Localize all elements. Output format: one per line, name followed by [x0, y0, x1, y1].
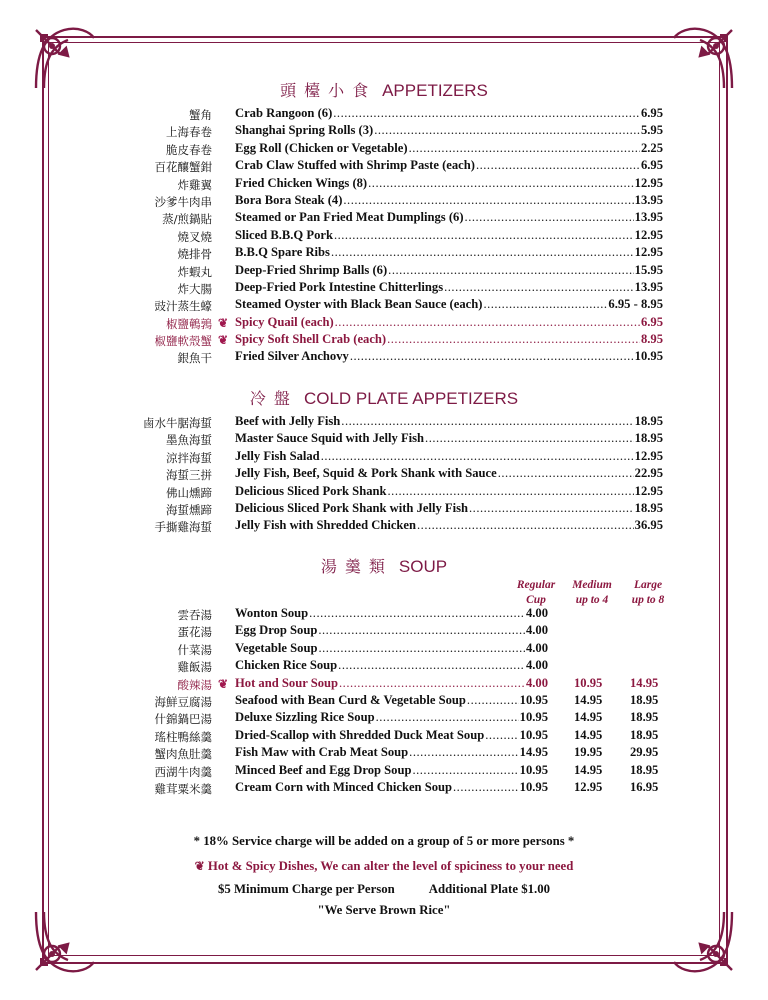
- dot-leader: [465, 210, 634, 225]
- menu-item-chinese-name: 佛山燻蹄: [166, 485, 212, 500]
- menu-item-chinese-name: 豉汁蒸生蠔: [154, 299, 212, 314]
- menu-item-chinese-name: 涼拌海蜇: [166, 450, 212, 465]
- menu-item-name: Jelly Fish with Shredded Chicken: [235, 518, 417, 533]
- menu-item-price: 10.95: [634, 349, 663, 364]
- menu-item-price: 10.95: [519, 710, 548, 725]
- menu-item-price: 13.95: [634, 279, 663, 294]
- menu-item: [0, 431, 768, 448]
- menu-item-chinese-name: 雞茸粟米羹: [154, 781, 212, 796]
- menu-item-name: Vegetable Soup: [235, 640, 318, 655]
- menu-item-line: [235, 193, 663, 208]
- menu-item-line: [235, 518, 663, 533]
- dot-leader: [368, 176, 634, 191]
- spicy-note: [0, 859, 768, 874]
- menu-item-price: 10.95: [519, 779, 548, 794]
- menu-item-price-large: 18.95: [630, 727, 659, 742]
- appetizers-title-zh: 頭檯小食: [280, 81, 377, 100]
- menu-item-name: Spicy Quail (each): [235, 314, 334, 329]
- menu-item: [0, 141, 768, 158]
- menu-item-line: [235, 693, 548, 708]
- menu-item-price-medium: 10.95: [574, 675, 603, 690]
- regular-header-line2: Cup: [526, 594, 546, 606]
- menu-item: [0, 280, 768, 297]
- menu-item: [0, 484, 768, 501]
- medium-header-line2: up to 4: [575, 594, 609, 606]
- menu-item: [0, 176, 768, 193]
- menu-item-name: Deep-Fried Shrimp Balls (6): [235, 262, 388, 277]
- dot-leader: [387, 332, 640, 347]
- cold-plate-title-zh: 冷盤: [249, 389, 298, 408]
- menu-item-price-large: 18.95: [630, 762, 659, 777]
- menu-item-chinese-name: 手撕雞海蜇: [154, 520, 212, 535]
- menu-item-price: 6.95: [640, 314, 663, 329]
- soup-title-zh: 湯羹類: [320, 557, 393, 576]
- menu-item-name: Crab Claw Stuffed with Shrimp Paste (each): [235, 158, 475, 173]
- menu-item: [0, 449, 768, 466]
- dot-leader: [334, 228, 634, 243]
- menu-item-line: [235, 449, 663, 464]
- menu-item-line: [235, 176, 663, 191]
- menu-item-chinese-name: 雲吞湯: [177, 608, 212, 622]
- menu-item-line: [235, 349, 663, 364]
- menu-item-chinese-name: 海蜇三拼: [166, 468, 212, 483]
- menu-item-line: [235, 245, 663, 260]
- menu-item-chinese-name: 椒鹽鵪鶉: [166, 316, 212, 331]
- menu-item-price-medium: 12.95: [574, 779, 603, 794]
- soup-title-en: SOUP: [398, 557, 448, 576]
- menu-item-name: Jelly Fish, Beef, Squid & Pork Shank with Sauce: [235, 466, 497, 481]
- menu-item-price: 4.00: [525, 675, 548, 690]
- menu-item-chinese-name: 鹵水牛腒海蜇: [143, 416, 212, 430]
- menu-item-line: [235, 280, 663, 295]
- appetizers-title: [0, 78, 768, 101]
- menu-item: [0, 606, 768, 623]
- menu-item-line: [235, 484, 663, 499]
- menu-item-chinese-name: 墨魚海蜇: [166, 433, 212, 448]
- menu-item: [0, 123, 768, 140]
- menu-item-chinese-name: 蟹角: [189, 108, 212, 122]
- menu-item-line: [235, 728, 548, 743]
- menu-item: [0, 623, 768, 640]
- menu-item-price: 12.95: [634, 483, 663, 498]
- dot-leader: [485, 728, 518, 743]
- menu-item-chinese-name: 酸辣湯: [177, 677, 212, 692]
- menu-item-chinese-name: 什錦鍋巴湯: [154, 712, 212, 727]
- menu-item-name: Sliced B.B.Q Pork: [235, 227, 333, 242]
- dot-leader: [350, 349, 634, 364]
- menu-item-chinese-name: 炸雞翼: [177, 177, 212, 192]
- menu-item-price: 2.25: [640, 140, 663, 155]
- pepper-icon: ❦: [218, 333, 229, 348]
- menu-item-line: [235, 641, 548, 656]
- menu-item-name: B.B.Q Spare Ribs: [235, 245, 330, 260]
- menu-item: [0, 263, 768, 280]
- medium-header-line1: Medium: [572, 579, 612, 591]
- dot-leader: [425, 431, 634, 446]
- large-header-line1: Large: [633, 579, 663, 591]
- dot-leader: [321, 449, 634, 464]
- dot-leader: [467, 693, 519, 708]
- menu-item-chinese-name: 瑤柱鴨絲羹: [154, 729, 212, 744]
- menu-item-price: 12.95: [634, 175, 663, 190]
- menu-item-price-large: 16.95: [630, 779, 659, 794]
- menu-item-line: [235, 501, 663, 516]
- menu-item-price: 6.95: [640, 158, 663, 173]
- dot-leader: [388, 263, 633, 278]
- dot-leader: [338, 658, 525, 673]
- menu-item-price-medium: 19.95: [574, 745, 603, 760]
- menu-item-name: Egg Roll (Chicken or Vegetable): [235, 140, 408, 155]
- pepper-icon: ❦: [218, 315, 229, 330]
- menu-item-price: 8.95: [640, 332, 663, 347]
- menu-item-price: 4.00: [525, 606, 548, 620]
- menu-item: [0, 228, 768, 245]
- menu-item-price: 15.95: [634, 262, 663, 277]
- menu-item-chinese-name: 脆皮春卷: [166, 142, 212, 157]
- menu-item: [0, 158, 768, 175]
- menu-item: [0, 245, 768, 262]
- menu-item-chinese-name: 沙爹牛肉串: [154, 194, 212, 209]
- dot-leader: [331, 245, 634, 260]
- menu-item-name: Spicy Soft Shell Crab (each): [235, 332, 387, 347]
- menu-item-chinese-name: 蛋花湯: [177, 625, 212, 640]
- menu-item-price-medium: 14.95: [574, 762, 603, 777]
- menu-item-chinese-name: 炸大腸: [177, 281, 212, 296]
- menu-item-name: Crab Rangoon (6): [235, 106, 333, 120]
- menu-item-line: [235, 297, 663, 312]
- menu-item-name: Fish Maw with Crab Meat Soup: [235, 745, 409, 760]
- menu-item-price: 4.00: [525, 640, 548, 655]
- menu-item-line: [235, 263, 663, 278]
- menu-item: [0, 710, 768, 727]
- menu-item: [0, 466, 768, 483]
- menu-item: [0, 658, 768, 675]
- menu-item-name: Cream Corn with Minced Chicken Soup: [235, 779, 453, 794]
- dot-leader: [339, 676, 525, 691]
- appetizers-title-en: APPETIZERS: [382, 81, 488, 100]
- menu-item-price: 6.95 - 8.95: [608, 297, 663, 312]
- dot-leader: [318, 641, 524, 656]
- brown-rice-note: "We Serve Brown Rice": [317, 903, 451, 917]
- menu-item-name: Beef with Jelly Fish: [235, 414, 341, 428]
- menu-item-price-medium: 14.95: [574, 727, 603, 742]
- menu-item-name: Deep-Fried Pork Intestine Chitterlings: [235, 279, 444, 294]
- soup-large-header: [622, 578, 674, 608]
- menu-item-chinese-name: 燒排骨: [177, 247, 212, 262]
- menu-item-line: [235, 745, 548, 760]
- menu-item-line: [235, 315, 663, 330]
- menu-item: [0, 414, 768, 431]
- menu-item-chinese-name: 西湖牛肉羹: [154, 764, 212, 779]
- menu-item-name: Hot and Sour Soup: [235, 675, 339, 690]
- menu-item-line: [235, 710, 548, 725]
- menu-item-price: 6.95: [640, 106, 663, 120]
- menu-item-price: 12.95: [634, 448, 663, 463]
- menu-item-price: 18.95: [634, 431, 663, 446]
- dot-leader: [412, 763, 518, 778]
- dot-leader: [374, 123, 640, 138]
- menu-item-line: [235, 210, 663, 225]
- menu-item-name: Bora Bora Steak (4): [235, 192, 343, 207]
- menu-item-price-large: 14.95: [630, 675, 659, 690]
- soup-title: [0, 554, 768, 577]
- menu-item-line: [235, 676, 548, 691]
- dot-leader: [469, 501, 634, 516]
- menu-item-name: Seafood with Bean Curd & Vegetable Soup: [235, 692, 466, 707]
- menu-item-chinese-name: 雞飯湯: [177, 660, 212, 675]
- menu-item-chinese-name: 蟹肉魚肚羹: [154, 747, 212, 762]
- dot-leader: [335, 315, 640, 330]
- menu-item-price: 14.95: [519, 745, 548, 760]
- menu-item-price: 10.95: [519, 762, 548, 777]
- menu-item: [0, 641, 768, 658]
- dot-leader: [376, 710, 519, 725]
- soup-list: [0, 606, 768, 797]
- dot-leader: [417, 518, 634, 533]
- menu-item: [0, 676, 768, 693]
- menu-item-chinese-name: 百花釀蟹鉗: [154, 160, 212, 175]
- dot-leader: [333, 106, 640, 121]
- minimum-charge: $5 Minimum Charge per Person: [217, 882, 395, 896]
- menu-item-price: 10.95: [519, 727, 548, 742]
- menu-item-line: [235, 106, 663, 121]
- soup-regular-header: [508, 578, 564, 608]
- menu-item-name: Shanghai Spring Rolls (3): [235, 123, 374, 138]
- menu-item: [0, 297, 768, 314]
- menu-item-line: [235, 606, 548, 621]
- dot-leader: [341, 414, 633, 429]
- menu-item-price: 12.95: [634, 245, 663, 260]
- spicy-note-text: Hot & Spicy Dishes, We can alter the level of spiciness to your need: [207, 859, 574, 873]
- menu-item-price: 18.95: [634, 414, 663, 428]
- dot-leader: [476, 158, 640, 173]
- menu-item-chinese-name: 椒鹽軟殼蟹: [154, 334, 212, 349]
- cold-plate-title: [0, 386, 768, 409]
- pepper-icon: ❦: [194, 859, 205, 873]
- menu-item-chinese-name: 蒸/煎鍋貼: [162, 212, 212, 227]
- menu-item-chinese-name: 海蜇燻蹄: [166, 502, 212, 517]
- menu-item-line: [235, 763, 548, 778]
- menu-item-name: Delicious Sliced Pork Shank with Jelly Fish: [235, 500, 469, 515]
- menu-item-price: 4.00: [525, 623, 548, 638]
- menu-item: [0, 745, 768, 762]
- menu-item-line: [235, 332, 663, 347]
- menu-item: [0, 349, 768, 366]
- menu-item-name: Minced Beef and Egg Drop Soup: [235, 762, 412, 777]
- menu-item-chinese-name: 上海春卷: [166, 125, 212, 140]
- menu-item: [0, 210, 768, 227]
- menu-item-price: 18.95: [634, 500, 663, 515]
- large-header-line2: up to 8: [631, 594, 665, 606]
- menu-item-price: 10.95: [519, 692, 548, 707]
- menu-item-line: [235, 623, 548, 638]
- dot-leader: [453, 780, 519, 795]
- menu-item-line: [235, 123, 663, 138]
- menu-item-price: 12.95: [634, 227, 663, 242]
- menu-item-chinese-name: 燒叉燒: [177, 229, 212, 244]
- menu-item-name: Master Sauce Squid with Jelly Fish: [235, 431, 425, 446]
- menu-item-name: Steamed or Pan Fried Meat Dumplings (6): [235, 210, 464, 225]
- menu-item-price: 36.95: [634, 518, 663, 533]
- menu-item: [0, 780, 768, 797]
- dot-leader: [409, 141, 640, 156]
- menu-item-price-medium: 14.95: [574, 692, 603, 707]
- pepper-icon: ❦: [218, 676, 229, 691]
- menu-item-line: [235, 658, 548, 673]
- menu-item-name: Steamed Oyster with Black Bean Sauce (each): [235, 297, 483, 312]
- cold-plate-title-en: COLD PLATE APPETIZERS: [303, 389, 519, 408]
- menu-item-line: [235, 228, 663, 243]
- menu-item-line: [235, 414, 663, 429]
- cold-plate-list: [0, 414, 768, 536]
- charges-line: [0, 882, 768, 897]
- menu-item-name: Chicken Rice Soup: [235, 658, 338, 673]
- menu-item-price-medium: 14.95: [574, 710, 603, 725]
- menu-item-line: [235, 158, 663, 173]
- menu-item: [0, 315, 768, 332]
- menu-item-chinese-name: 海鮮豆腐湯: [154, 694, 212, 709]
- menu-item: [0, 332, 768, 349]
- menu-item: [0, 728, 768, 745]
- menu-item: [0, 193, 768, 210]
- menu-item-price-large: 18.95: [630, 692, 659, 707]
- menu-item-price: 4.00: [525, 658, 548, 673]
- menu-item: [0, 693, 768, 710]
- dot-leader: [309, 606, 525, 621]
- menu-item-price: 5.95: [640, 123, 663, 138]
- menu-item: [0, 501, 768, 518]
- menu-item-price: 13.95: [634, 192, 663, 207]
- menu-item-line: [235, 780, 548, 795]
- additional-plate: Additional Plate $1.00: [428, 882, 550, 896]
- soup-medium-header: [566, 578, 618, 608]
- menu-item-name: Delicious Sliced Pork Shank: [235, 483, 387, 498]
- menu-item: [0, 106, 768, 123]
- service-charge-note: * 18% Service charge will be added on a group of 5 or more persons *: [193, 834, 575, 848]
- menu-item-price: 22.95: [634, 466, 663, 481]
- dot-leader: [483, 297, 607, 312]
- menu-item-chinese-name: 什菜湯: [177, 642, 212, 657]
- menu-item-chinese-name: 炸蝦丸: [177, 264, 212, 279]
- menu-item-line: [235, 141, 663, 156]
- menu-item-name: Dried-Scallop with Shredded Duck Meat Soup: [235, 727, 485, 742]
- menu-item-name: Jelly Fish Salad: [235, 448, 320, 463]
- menu-item-name: Fried Silver Anchovy: [235, 349, 349, 364]
- menu-item-price-large: 18.95: [630, 710, 659, 725]
- menu-item-line: [235, 431, 663, 446]
- menu-item: [0, 518, 768, 535]
- menu-item-name: Wonton Soup: [235, 606, 309, 620]
- menu-item-line: [235, 466, 663, 481]
- dot-leader: [318, 623, 525, 638]
- menu-item-chinese-name: 銀魚干: [177, 351, 212, 366]
- dot-leader: [498, 466, 634, 481]
- regular-header-line1: Regular: [516, 579, 556, 591]
- menu-item-name: Deluxe Sizzling Rice Soup: [235, 710, 375, 725]
- menu-item: [0, 763, 768, 780]
- dot-leader: [444, 280, 634, 295]
- dot-leader: [343, 193, 633, 208]
- dot-leader: [409, 745, 518, 760]
- menu-item-name: Fried Chicken Wings (8): [235, 175, 368, 190]
- menu-item-price: 13.95: [634, 210, 663, 225]
- appetizers-list: [0, 106, 768, 367]
- menu-item-name: Egg Drop Soup: [235, 623, 318, 638]
- menu-item-price-large: 29.95: [630, 745, 659, 760]
- dot-leader: [388, 484, 634, 499]
